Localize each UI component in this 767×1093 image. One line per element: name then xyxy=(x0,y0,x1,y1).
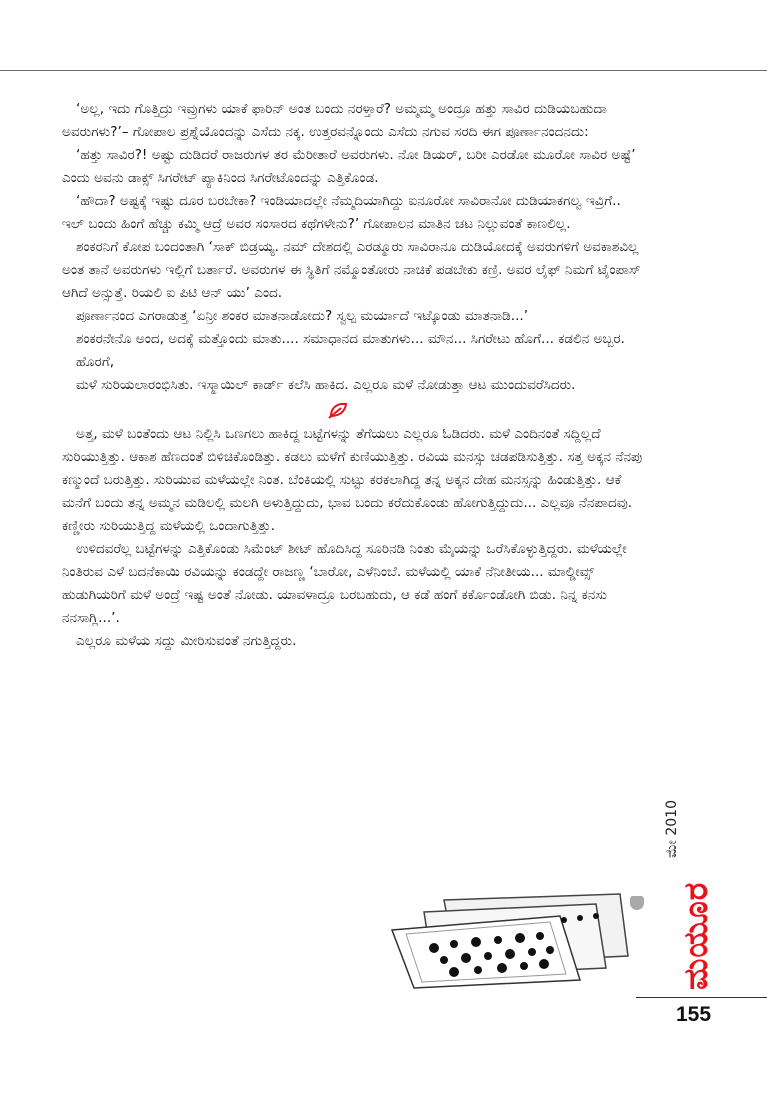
section-break xyxy=(62,397,614,423)
header-rule xyxy=(0,70,767,71)
paragraph: ಪೂರ್ಣಾನಂದ ಎಗರಾಡುತ್ತ ‘ಏನ್ರೀ ಶಂಕರ ಮಾತನಾಡೋದು? ಸ್ವಲ್ಪ ಮರ್ಯಾದೆ ಇಟ್ಕೊಂಡು ಮಾತನಾಡಿ...’ xyxy=(76,308,529,324)
issue-date: ಮೇ 2010 xyxy=(664,800,680,858)
story-text xyxy=(62,98,644,653)
playing-cards-icon xyxy=(384,890,634,990)
paragraph: ‘ಹೌದಾ? ಅಷ್ಟಕ್ಕೆ ಇಷ್ಟು ದೂರ ಬರಬೇಕಾ? ಇಂಡಿಯಾದಲ್ಲೇ ನೆಮ್ಮದಿಯಾಗಿದ್ದು ಐನೂರೋ ಸಾವಿರಾನೋ ದುಡಿಯಾಕಗಲ್ವ ಇವ್ರಿಗೆ.. ಇಲ್ ಬಂದು ಹಿಂಗೆ ಹೆಚ್ಚು ಕಮ್ಮಿ ಆದ್ರೆ ಅವರ ಸಂಸಾರದ ಕಥೆಗಳೇನು?’ ಗೋಪಾಲನ ಮಾತಿನ ಚಟ ನಿಲ್ಲುವಂತೆ ಕಾಣಲಿಲ್ಲ. xyxy=(62,193,621,232)
magazine-masthead: ಮಯೂರ xyxy=(676,881,715,990)
paragraph: ಹೊರಗೆ, xyxy=(76,354,115,370)
page-number: 155 xyxy=(676,1003,712,1026)
paragraph: ಶಂಕರನಿಗೆ ಕೋಪ ಬಂದಂತಾಗಿ ‘ಸಾಕ್ ಬಿಡ್ರಯ್ಯ. ನಮ್ ದೇಶದಲ್ಲಿ ಎರಡ್ಮೂರು ಸಾವಿರಾನೂ ದುಡಿಯೋದಕ್ಕೆ ಅವರುಗಳಿಗೆ ಅವಕಾಶವಿಲ್ಲ ಅಂತ ತಾನೆ ಅವರುಗಳು ಇಲ್ಲಿಗೆ ಬರ್ತಾರೆ. ಅವರುಗಳ ಈ ಸ್ಥಿತಿಗೆ ನಮ್ಮೊಂತೋರು ನಾಚಿಕೆ ಪಡಬೇಕು ಕಣ್ರಿ. ಅವರ ಲೈಫ್ ನಿಮಗೆ ಟೈಂಪಾಸ್ ಆಗಿದೆ ಅನ್ಸುತ್ತೆ. ರಿಯಲಿ ಐ ಪಿಟಿ ಆನ್ ಯು’ ಎಂದ. xyxy=(62,239,641,301)
leaf-ornament-icon xyxy=(327,401,349,419)
paragraph: ಅತ್ತ, ಮಳೆ ಬಂತೆಂದು ಆಟ ನಿಲ್ಲಿಸಿ ಒಣಗಲು ಹಾಕಿದ್ದ ಬಟ್ಟೆಗಳನ್ನು ತೆಗೆಯಲು ಎಲ್ಲರೂ ಓಡಿದರು. ಮಳೆ ಎಂದಿನಂತೆ ಸದ್ದಿಲ್ಲದೆ ಸುರಿಯುತ್ತಿತ್ತು. ಆಕಾಶ ಹೆಣದಂತೆ ಬಿಳಿಚಿಕೊಂಡಿತ್ತು. ಕಡಲು ಮಳೆಗೆ ಕುಣಿಯುತ್ತಿತ್ತು. ರವಿಯ ಮನಸ್ಸು ಚಡಪಡಿಸುತ್ತಿತ್ತು. ಸತ್ತ ಅಕ್ಕನ ನೆನಪು ಕಣ್ಮುಂದೆ ಬರುತ್ತಿತ್ತು. ಸುರಿಯುವ ಮಳೆಯಲ್ಲೇ ನಿಂತ. ಬೆಂಕಿಯಲ್ಲಿ ಸುಟ್ಟು ಕರಕಲಾಗಿದ್ದ ತನ್ನ ಅಕ್ಕನ ದೇಹ ಮನಸ್ಸನ್ನು ಹಿಂಡುತ್ತಿತ್ತು. ಆಕೆ ಮನೆಗೆ ಬಂದು ತನ್ನ ಅಮ್ಮನ ಮಡಿಲಲ್ಲಿ ಮಲಗಿ ಅಳುತ್ತಿದ್ದುದು, ಭಾವ ಬಂದು ಕರೆದುಕೊಂಡು ಹೋಗುತ್ತಿದ್ದುದು... ಎಲ್ಲವೂ ನೆನಪಾದವು. ಕಣ್ಣೀರು ಸುರಿಯುತ್ತಿದ್ದ ಮಳೆಯಲ್ಲಿ ಒಂದಾಗುತ್ತಿತ್ತು. xyxy=(62,426,643,534)
paragraph: ‘ಹತ್ತು ಸಾವಿರ?! ಅಷ್ಟು ದುಡಿದರೆ ರಾಜರುಗಳ ತರ ಮೆರೀತಾರೆ ಅವರುಗಳು. ನೋ ಡಿಯರ್, ಬರೀ ಎರಡೋ ಮೂರೋ ಸಾವಿರ ಅಷ್ಟೆ’ ಎಂದು ಅವನು ಡಾಕ್ಸ್ ಸಿಗರೇಟ್ ಪ್ಯಾಕಿನಿಂದ ಸಿಗರೇಟೊಂದನ್ನು ಎತ್ತಿಕೊಂಡ. xyxy=(62,147,636,186)
paragraph: ಉಳಿದವರೆಲ್ಲ ಬಟ್ಟೆಗಳನ್ನು ಎತ್ತಿಕೊಂಡು ಸಿಮೆಂಟ್ ಶೀಟ್ ಹೊದಿಸಿದ್ದ ಸೂರಿನಡಿ ನಿಂತು ಮೈಯನ್ನು ಒರೆಸಿಕೊಳ್ಳುತ್ತಿದ್ದರು. ಮಳೆಯಲ್ಲೇ ನಿಂತಿರುವ ಎಳೆ ಬದನೆಕಾಯಿ ರವಿಯನ್ನು ಕಂಡದ್ದೇ ರಾಜಣ್ಣ ‘ಬಾರೋ, ಎಳೆನಿಂಬೆ. ಮಳೆಯಲ್ಲಿ ಯಾಕೆ ನೆನೀತೀಯ... ಮಾಲ್ಡೀವ್ಸ್ ಹುಡುಗಿಯರಿಗೆ ಮಳೆ ಅಂದ್ರೆ ಇಷ್ಟ ಅಂತೆ ನೋಡು. ಯಾವಳಾದ್ರೂ ಬರಬಹುದು, ಆ ಕಡೆ ಹಂಗೆ ಕರ್ಕೊಂಡೋಗಿ ಬಿಡು. ನಿನ್ನ ಕನಸು ನನಸಾಗ್ಲಿ...’. xyxy=(62,541,627,626)
paragraph: ಮಳೆ ಸುರಿಯಲಾರಂಭಿಸಿತು. ಇಸ್ಮಾಯಿಲ್ ಕಾರ್ಡ್ ಕಲೆಸಿ ಹಾಕಿದ. ಎಲ್ಲರೂ ಮಳೆ ನೋಡುತ್ತಾ ಆಟ ಮುಂದುವರೆಸಿದರು. xyxy=(76,377,576,393)
paragraph: ಎಲ್ಲರೂ ಮಳೆಯ ಸದ್ದು ಮೀರಿಸುವಂತೆ ನಗುತ್ತಿದ್ದರು. xyxy=(76,633,297,649)
paragraph: ‘ಅಲ್ಲ, ಇದು ಗೊತ್ತಿದ್ರು ಇವ್ರುಗಳು ಯಾಕೆ ಫಾರಿನ್ ಅಂತ ಬಂದು ನರಳ್ತಾರೆ? ಅಮ್ಮಮ್ಮ ಅಂದ್ರೂ ಹತ್ತು ಸಾವಿರ ದುಡಿಯಬಹುದಾ ಅವರುಗಳು?’– ಗೋಪಾಲ ಪ್ರಶ್ನೆಯೊಂದನ್ನು ಎಸೆದು ನಕ್ಕ. ಉತ್ತರವನ್ನೊಂದು ಎಸೆದು ನಗುವ ಸರದಿ ಈಗ ಪೂರ್ಣಾನಂದನದು: xyxy=(62,101,607,140)
footer-rule xyxy=(636,997,767,998)
paragraph: ಶಂಕರನೇನೊ ಅಂದ, ಅದಕ್ಕೆ ಮತ್ತೊಂದು ಮಾತು.... ಸಮಾಧಾನದ ಮಾತುಗಳು... ಮೌನ... ಸಿಗರೇಟು ಹೊಗೆ... ಕಡಲಿನ ಅಬ್ಬರ. xyxy=(76,331,625,347)
